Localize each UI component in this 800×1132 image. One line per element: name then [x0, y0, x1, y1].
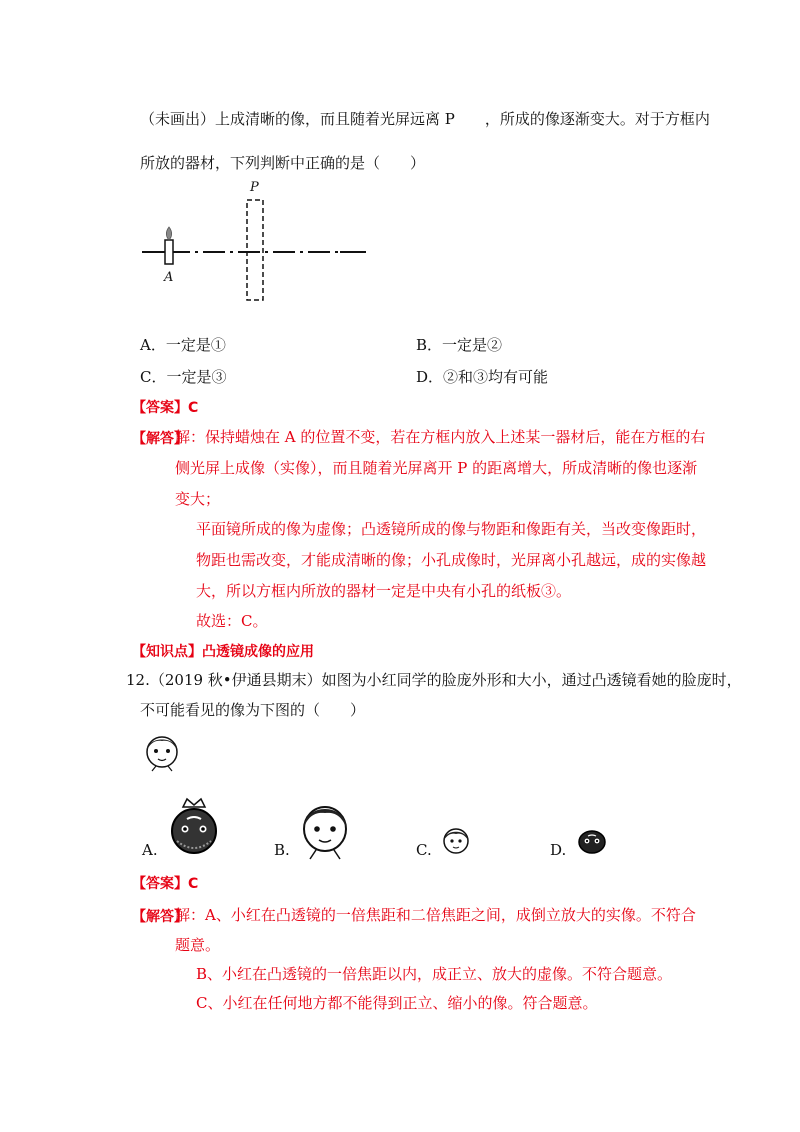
q12-option-b-face — [296, 797, 354, 861]
q11-option-d: D．②和③均有可能 — [416, 368, 549, 386]
q12-analysis-line-3: B、小红在凸透镜的一倍焦距以内，成正立、放大的虚像。不符合题意。 — [196, 965, 673, 983]
q12-option-d-face — [576, 829, 608, 855]
q12-analysis-tag: 【解答】 — [132, 909, 188, 925]
q12-analysis-line-2: 题意。 — [175, 936, 221, 954]
q11-stem-line-1: （未画出）上成清晰的像，而且随着光屏远离 P ，所成的像逐渐变大。对于方框内 — [140, 110, 710, 128]
optical-bench-diagram — [140, 182, 370, 302]
q12-option-a-face — [163, 797, 225, 859]
q12-option-b-label: B. — [274, 841, 290, 859]
q11-analysis-line-7: 故选：C。 — [196, 612, 268, 630]
q11-analysis-line-2: 侧光屏上成像（实像），而且随着光屏离开 P 的距离增大，所成清晰的像也逐渐 — [175, 459, 698, 477]
q12-option-d-label: D. — [550, 841, 567, 859]
q12-option-a-label: A. — [142, 841, 158, 859]
q11-analysis-line-4: 平面镜所成的像为虚像；凸透镜所成的像与物距和像距有关，当改变像距时， — [196, 520, 707, 538]
q11-option-c: C．一定是③ — [140, 368, 227, 386]
q11-knowledge: 【知识点】凸透镜成像的应用 — [132, 644, 314, 660]
q12-option-c-label: C. — [416, 841, 432, 859]
q12-stem-line-2: 不可能看见的像为下图的（ ） — [140, 701, 366, 719]
original-face-picture — [140, 728, 184, 772]
label-a: A — [164, 270, 174, 285]
q11-analysis-tag: 【解答】 — [132, 431, 188, 447]
q12-stem-line-1: 12.（2019 秋•伊通县期末）如图为小红同学的脸庞外形和大小，通过凸透镜看她的脸庞时， — [126, 671, 742, 689]
q12-option-c-face — [441, 826, 471, 856]
q11-analysis-line-5: 物距也需改变，才能成清晰的像；小孔成像时，光屏离小孔越远，成的实像越 — [196, 551, 707, 569]
q12-analysis-line-4: C、小红在任何地方都不能得到正立、缩小的像。符合题意。 — [196, 994, 598, 1012]
candle-flame — [166, 227, 171, 240]
label-p: P — [250, 180, 259, 195]
q11-option-b: B．一定是② — [416, 336, 503, 354]
q12-analysis-line-1: 解：A、小红在凸透镜的一倍焦距和二倍焦距之间，成倒立放大的实像。不符合 — [175, 906, 696, 924]
q11-analysis-line-1: 解：保持蜡烛在 A 的位置不变，若在方框内放入上述某一器材后，能在方框的右 — [175, 428, 706, 446]
q11-analysis-line-3: 变大； — [175, 490, 221, 508]
dashed-box-p — [247, 200, 263, 300]
q11-analysis-line-6: 大，所以方框内所放的器材一定是中央有小孔的纸板③。 — [196, 582, 572, 600]
q11-answer: 【答案】C — [132, 400, 199, 416]
q11-stem-line-2: 所放的器材，下列判断中正确的是（ ） — [140, 154, 426, 172]
candle-body — [165, 240, 173, 264]
q11-option-a: A．一定是① — [140, 336, 226, 354]
q12-answer: 【答案】C — [132, 876, 199, 892]
optical-bench-svg — [140, 182, 370, 302]
